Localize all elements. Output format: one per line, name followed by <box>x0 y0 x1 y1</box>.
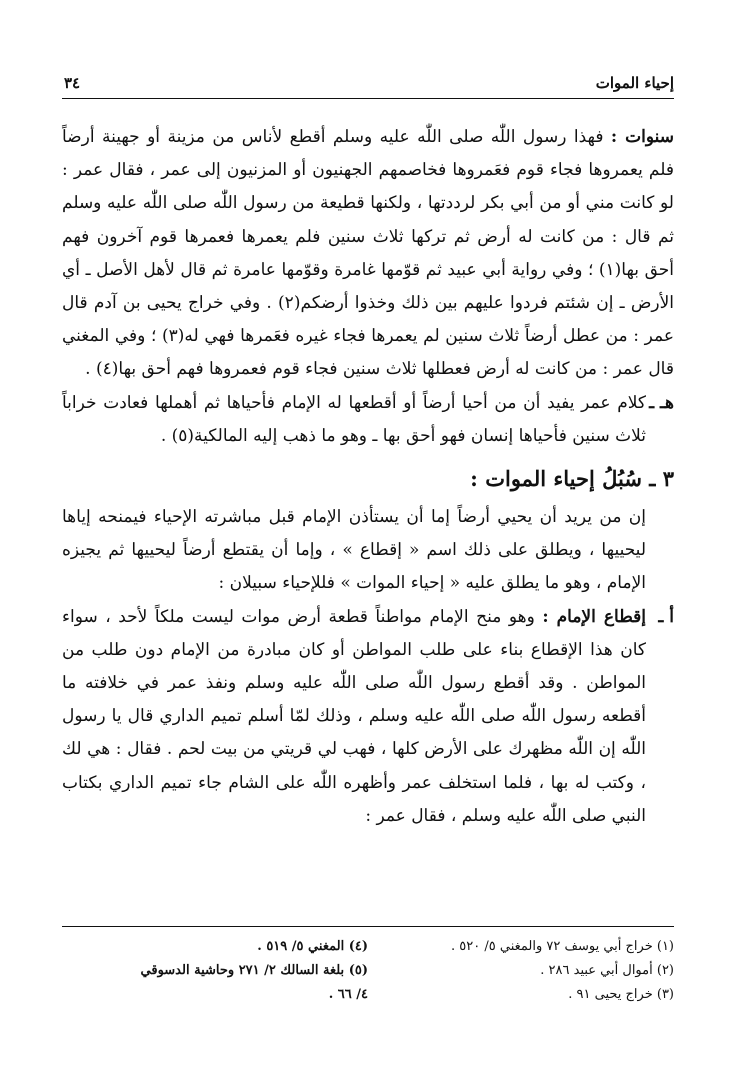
chapter-title: إحياء الموات <box>595 74 674 92</box>
running-header <box>62 72 674 99</box>
footnote: (٣) خراج يحيى ٩١ . <box>568 987 674 1002</box>
footnotes-column-2 <box>62 935 368 1007</box>
page-number: ٣٤ <box>64 74 81 92</box>
paragraph-methods: إن من يريد أن يحيي أرضاً إما أن يستأذن الإمام قبل مباشرته الإحياء فيمنحه إياها ليحييها ، ويطلق على ذلك اسم « إقطاع » ، وإما أن يقتطع أرضاً ليحييها ثم يجيزه الإمام ، وهو ما يطلق عليه « إحياء الموات » فللإحياء سبيلان : <box>62 507 646 594</box>
footnote: (٢) أموال أبي عبيد ٢٨٦ . <box>540 963 674 978</box>
paragraph-text: فهذا رسول اللّٰه صلى اللّٰه عليه وسلم أقطع لأناس من مزينة أو جهينة أرضاً فلم يعمروها فجاء قوم فعَمروها فخاصمهم الجهنيون أو المزنيون إلى عمر ، فقال عمر : لو كانت مني أو من أبي بكر لرددتها ، ولكنها قطيعة من رسول اللّٰه صلى اللّٰه عليه وسلم ثم قال : من كانت له أرض ثم تركها ثلاث سنين فلم يعمرها فعمرها قوم آخرون فهم أحق بها(١) ؛ وفي رواية أبي عبيد ثم قوّمها غامرة وقوّمها عامرة ثم قال لأهل الأصل ـ أي الأرض ـ إن شئتم فردوا عليهم بين ذلك وخذوا أرضكم(٢) . وفي خراج يحيى بن آدم قال عمر : من عطل أرضاً ثلاث سنين لم يعمرها فجاء غيره فعَمرها فهي له(٣) ؛ وفي المغني قال عمر : من كانت له أرض فعطلها ثلاث سنين فجاء قوم فعمروها فهم أحق بها(٤) . <box>62 127 674 380</box>
book-page <box>62 72 674 1072</box>
footnote: (١) خراج أبي يوسف ٧٢ والمغني ٥/ ٥٢٠ . <box>451 939 674 954</box>
paragraph-term: سنوات : <box>610 127 674 147</box>
section-heading: ٣ ـ سُبُلُ إحياء الموات : <box>470 466 674 492</box>
footnote: (٥) بلغة السالك ٢/ ٢٧١ وحاشية الدسوقي <box>140 963 368 978</box>
footnote: (٤) المغني ٥/ ٥١٩ . <box>257 939 368 954</box>
item-body <box>62 601 646 833</box>
item-marker: هـ ـ <box>649 392 674 413</box>
footnotes <box>62 926 674 1007</box>
item-text: وهو منح الإمام مواطناً قطعة أرض موات ليست ملكاً لأحد ، سواء كان هذا الإقطاع بناء على طلب المواطن أو كان مبادرة من الإمام دون طلب من المواطن . وقد أقطع رسول اللّٰه صلى اللّٰه عليه وسلم ونفذ عمر في خلافته ما أقطعه رسول اللّٰه صلى اللّٰه عليه وسلم ، وذلك لمّا أسلم تميم الداري قال يا رسول اللّٰه إن اللّٰه مظهرك على الأرض كلها ، فهب لي قريتي من بيت لحم . فقال : هي لك ، وكتب له بها ، فلما استخلف عمر وأظهره اللّٰه على الشام جاء تميم الداري بكتاب النبي صلى اللّٰه عليه وسلم ، فقال عمر : <box>62 606 646 826</box>
list-item-h <box>62 387 674 453</box>
item-text: كلام عمر يفيد أن من أحيا أرضاً أو أقطعها له الإمام فأحياها ثم أهملها فعادت خراباً ثلاث سنين فأحياها إنسان فهو أحق بها ـ وهو ما ذهب إليه المالكية(٥) . <box>62 392 646 446</box>
footnote-continued: ٤/ ٦٦ . <box>328 987 368 1002</box>
list-item-a <box>62 601 674 833</box>
paragraph-years <box>62 121 674 387</box>
footnotes-column-1 <box>368 935 674 1007</box>
main-text <box>62 121 674 833</box>
item-term: إقطاع الإمام : <box>542 606 646 627</box>
item-marker: أ ـ <box>658 606 674 627</box>
